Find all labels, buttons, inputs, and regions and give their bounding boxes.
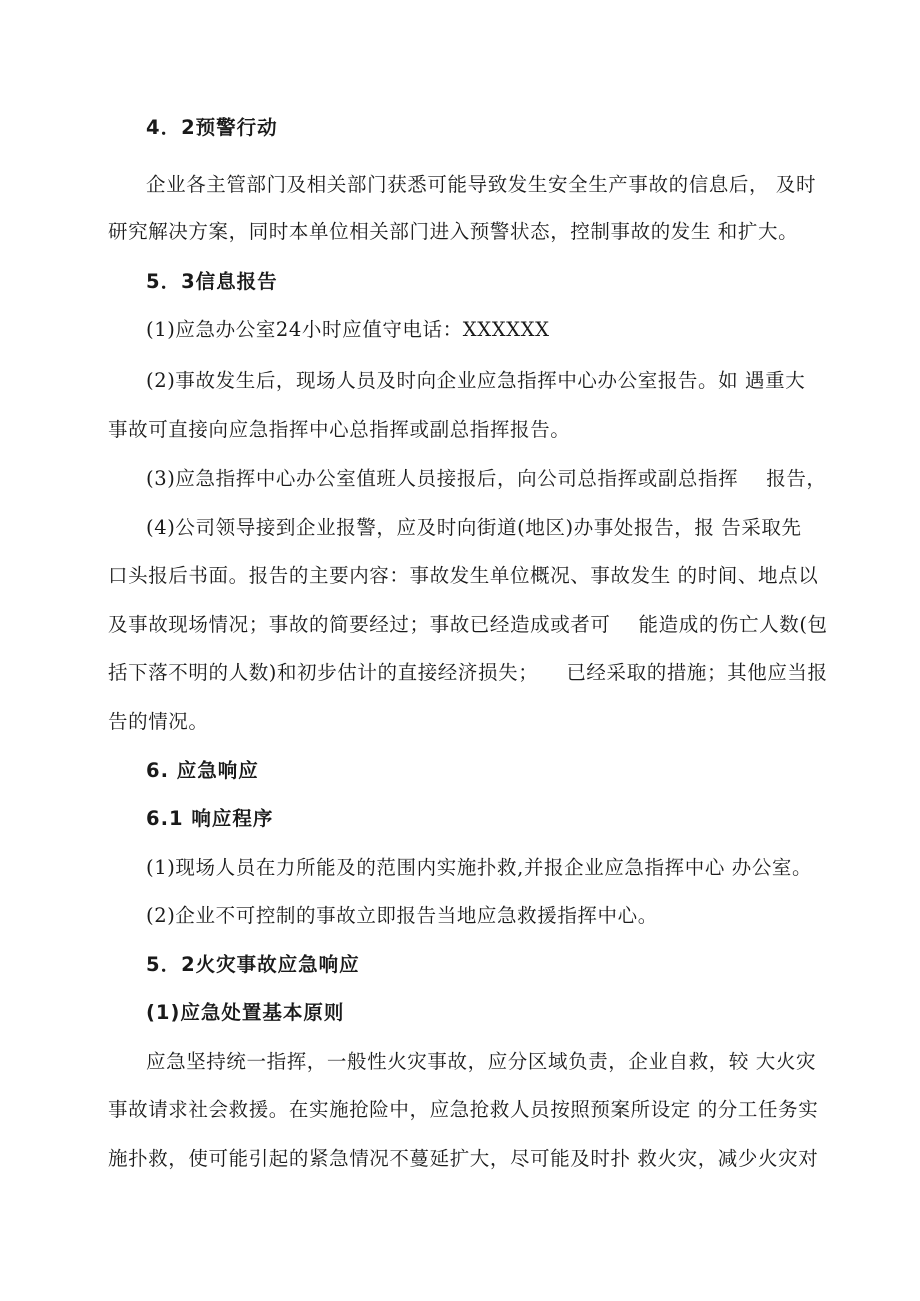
heading-4-2: 4．2预警行动 — [146, 116, 278, 139]
list-item: (2)企业不可控制的事故立即报告当地应急救援指挥中心。 — [146, 904, 658, 927]
paragraph-line — [108, 613, 828, 637]
paragraph-line: 应急坚持统一指挥，一般性火灾事故，应分区域负责，企业自救，较 大火灾 — [146, 1050, 817, 1073]
text-segment: 括下落不明的人数)和初步估计的直接经济损失； — [108, 661, 539, 684]
heading-6-1: 6.1 响应程序 — [146, 807, 274, 830]
paragraph-line: 告的情况。 — [108, 710, 209, 733]
paragraph-line: 施扑救，使可能引起的紧急情况不蔓延扩大，尽可能及时扑 救火灾，减少火灾对 — [108, 1147, 819, 1170]
text-segment: (3)应急指挥中心办公室值班人员接报后，向公司总指挥或副总指挥 — [146, 467, 739, 490]
heading-5-2: 5．2火灾事故应急响应 — [146, 953, 360, 976]
paragraph-line — [108, 661, 828, 685]
list-item: (4)公司领导接到企业报警，应及时向街道(地区)办事处报告，报 告采取先 — [146, 516, 802, 539]
text-segment: 已经采取的措施；其他应当报 — [566, 661, 828, 684]
list-item: (1)应急办公室24小时应值守电话：XXXXXX — [146, 318, 550, 341]
subheading: (1)应急处置基本原则 — [146, 1001, 345, 1024]
list-item: (2)事故发生后，现场人员及时向企业应急指挥中心办公室报告。如 遇重大 — [146, 369, 806, 392]
text-segment: 能造成的伤亡人数(包 — [638, 613, 828, 636]
paragraph-line: 事故请求社会救援。在实施抢险中，应急抢救人员按照预案所设定 的分工任务实 — [108, 1098, 819, 1121]
paragraph-line: 事故可直接向应急指挥中心总指挥或副总指挥报告。 — [108, 418, 571, 441]
text-segment: 及事故现场情况；事故的简要经过；事故已经造成或者可 — [108, 613, 611, 636]
text-segment: 报告， — [766, 467, 827, 490]
heading-5-3: 5．3信息报告 — [146, 270, 278, 293]
list-item — [146, 467, 827, 491]
paragraph-line: 企业各主管部门及相关部门获悉可能导致发生安全生产事故的信息后， 及时 — [146, 173, 817, 196]
heading-6: 6. 应急响应 — [146, 759, 259, 782]
paragraph-line: 口头报后书面。报告的主要内容：事故发生单位概况、事故发生 的时间、地点以 — [108, 564, 819, 587]
list-item: (1)现场人员在力所能及的范围内实施扑救,并报企业应急指挥中心 办公室。 — [146, 856, 813, 879]
paragraph-line: 研究解决方案，同时本单位相关部门进入预警状态，控制事故的发生 和扩大。 — [108, 220, 799, 243]
